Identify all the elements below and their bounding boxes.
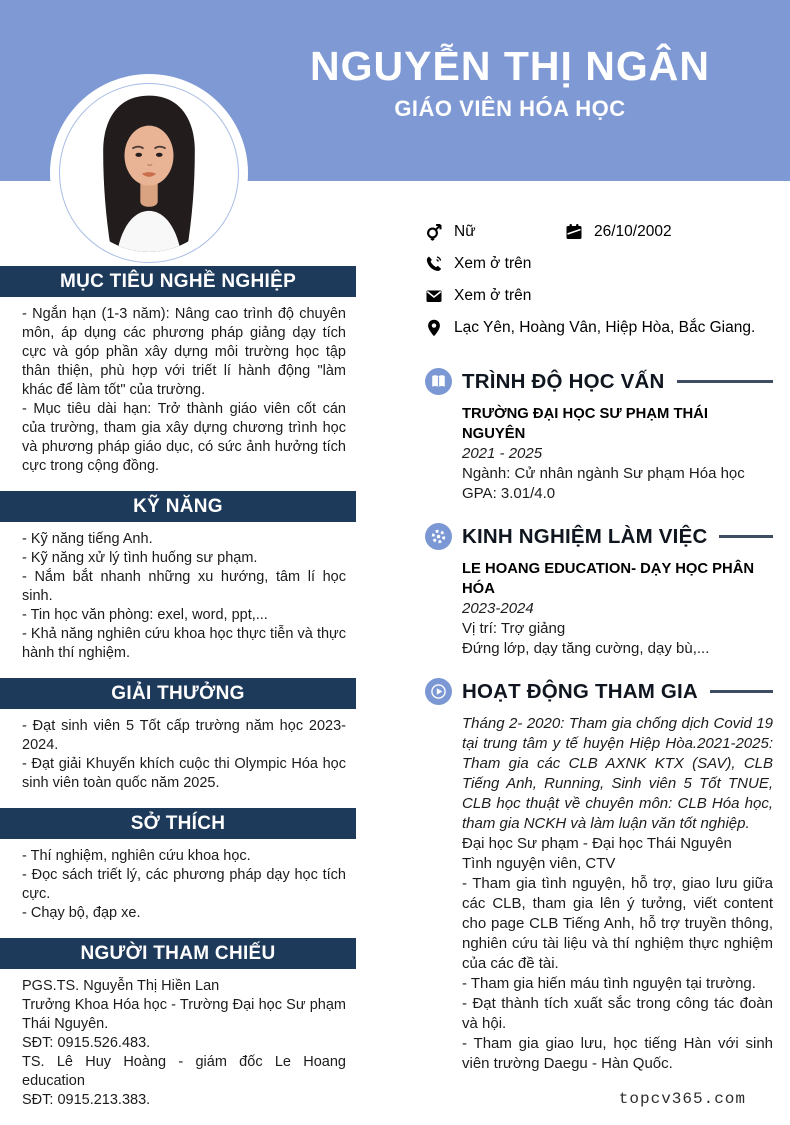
address-row xyxy=(425,318,773,338)
watermark-text: topcv365.com xyxy=(618,1090,746,1108)
section-awards xyxy=(0,678,356,799)
location-icon xyxy=(425,319,443,337)
play-icon xyxy=(425,678,452,705)
phone-value: Xem ở trên xyxy=(454,255,532,272)
experience-company: LE HOANG EDUCATION- DẠY HỌC PHÂN HÓA xyxy=(462,561,755,597)
section-activities xyxy=(425,678,773,1074)
mail-icon xyxy=(425,287,443,305)
reference-line: SĐT: 0915.526.483. xyxy=(22,1035,151,1051)
activities-intro: Tháng 2- 2020: Tham gia chống dịch Covid 19 tại trung tâm y tế huyện Hiệp Hòa.2021-2025: Tham gia các CLB AXNK KTX (SAV), CLB Tiếng Anh, Running, Sinh viên 5 Tốt TNUE, CLB học thuật về chuyên môn: CLB Hóa học, tham gia NCKH và làm luận văn tốt nghiệp. xyxy=(462,715,773,832)
objective-paragraph: - Mục tiêu dài hạn: Trở thành giáo viên cốt cán của trường, tham gia xây dựng chương trình học và phương pháp giáo dục, có sức ảnh hưởng tích cực trong cộng đồng. xyxy=(22,401,346,474)
calendar-icon xyxy=(565,223,583,241)
skill-item: - Tin học văn phòng: exel, word, ppt,... xyxy=(22,607,268,623)
hobby-item: - Thí nghiệm, nghiên cứu khoa học. xyxy=(22,848,251,864)
reference-line: TS. Lê Huy Hoàng - giám đốc Le Hoang education xyxy=(22,1054,346,1089)
activities-title: HOẠT ĐỘNG THAM GIA xyxy=(462,679,698,703)
email-row xyxy=(425,286,773,306)
phone-icon xyxy=(425,255,443,273)
job-title: GIÁO VIÊN HÓA HỌC xyxy=(394,96,626,122)
candidate-name: NGUYỄN THỊ NGÂN xyxy=(310,43,710,89)
skill-item: - Khả năng nghiên cứu khoa học thực tiễn và thực hành thí nghiệm. xyxy=(22,626,346,661)
education-period: 2021 - 2025 xyxy=(462,445,543,462)
skill-item: - Kỹ năng xử lý tình huống sư phạm. xyxy=(22,550,258,566)
experience-title: KINH NGHIỆM LÀM VIỆC xyxy=(462,524,708,548)
section-skills xyxy=(0,491,356,669)
address-value: Lạc Yên, Hoàng Vân, Hiệp Hòa, Bắc Giang. xyxy=(454,319,756,336)
section-education xyxy=(425,368,773,504)
education-school: TRƯỜNG ĐẠI HỌC SƯ PHẠM THÁI NGUYÊN xyxy=(462,406,708,442)
award-item: - Đạt giải Khuyến khích cuộc thi Olympic Hóa học sinh viên toàn quốc năm 2025. xyxy=(22,756,346,791)
activity-item: - Tham gia giao lưu, học tiếng Hàn với sinh viên trường Daegu - Hàn Quốc. xyxy=(462,1035,773,1072)
hobby-item: - Chạy bộ, đạp xe. xyxy=(22,905,141,921)
objective-paragraph: - Ngắn hạn (1-3 năm): Nâng cao trình độ chuyên môn, áp dụng các phương pháp giảng dạy tích cực và góp phần xây dựng môi trường học tập thân thiện, phù hợp với triết lí hành động "làm khác để làm tốt" của trường. xyxy=(22,306,346,398)
section-awards-title: GIẢI THƯỞNG xyxy=(0,678,356,709)
reference-line: SĐT: 0915.213.383. xyxy=(22,1092,151,1108)
section-skills-title: KỸ NĂNG xyxy=(0,491,356,522)
hobby-item: - Đọc sách triết lý, các phương pháp dạy học tích cực. xyxy=(22,867,346,902)
name-block xyxy=(268,44,752,122)
activities-org: Đại học Sư phạm - Đại học Thái Nguyên xyxy=(462,835,732,852)
heading-rule xyxy=(677,380,773,383)
email-value: Xem ở trên xyxy=(454,287,532,304)
reference-line: PGS.TS. Nguyễn Thị Hiền Lan xyxy=(22,978,220,994)
book-icon xyxy=(425,368,452,395)
reference-line: Trưởng Khoa Hóa học - Trường Đại học Sư phạm Thái Nguyên. xyxy=(22,997,346,1032)
portrait-image xyxy=(70,94,228,252)
contact-info xyxy=(425,222,773,338)
education-major: Ngành: Cử nhân ngành Sư phạm Hóa học xyxy=(462,465,745,482)
education-gpa: GPA: 3.01/4.0 xyxy=(462,485,556,502)
gender-row xyxy=(425,222,565,242)
section-objective xyxy=(0,266,356,482)
section-hobbies-title: SỞ THÍCH xyxy=(0,808,356,839)
gender-icon xyxy=(425,223,443,241)
section-experience xyxy=(425,523,773,659)
education-title: TRÌNH ĐỘ HỌC VẤN xyxy=(462,369,665,393)
heading-rule xyxy=(719,535,773,538)
section-references-title: NGƯỜI THAM CHIẾU xyxy=(0,938,356,969)
experience-detail: Đứng lớp, dạy tăng cường, dạy bù,... xyxy=(462,640,710,657)
right-column xyxy=(425,222,773,1093)
section-hobbies xyxy=(0,808,356,929)
activity-item: - Đạt thành tích xuất sắc trong công tác đoàn và hội. xyxy=(462,995,773,1032)
gear-icon xyxy=(425,523,452,550)
activity-item: - Tham gia hiến máu tình nguyện tại trường. xyxy=(462,975,756,992)
experience-position: Vị trí: Trợ giảng xyxy=(462,620,566,637)
birthdate-value: 26/10/2002 xyxy=(594,223,672,240)
left-column xyxy=(0,266,356,1125)
section-objective-title: MỤC TIÊU NGHỀ NGHIỆP xyxy=(0,266,356,297)
heading-rule xyxy=(710,690,773,693)
phone-row xyxy=(425,254,773,274)
gender-value: Nữ xyxy=(454,223,476,240)
profile-photo xyxy=(50,74,248,272)
section-references xyxy=(0,938,356,1116)
experience-period: 2023-2024 xyxy=(462,600,534,617)
award-item: - Đạt sinh viên 5 Tốt cấp trường năm học 2023-2024. xyxy=(22,718,346,753)
skill-item: - Nắm bắt nhanh những xu hướng, tâm lí học sinh. xyxy=(22,569,346,604)
activities-role: Tình nguyện viên, CTV xyxy=(462,855,616,872)
activity-item: - Tham gia tình nguyện, hỗ trợ, giao lưu giữa các CLB, tham gia lên ý tưởng, viết content cho page CLB Tiếng Anh, hỗ trợ truyền thông, nghiên cứu tài liệu và thí nghiệm thực nghiệm của các đề tài. xyxy=(462,875,773,972)
skill-item: - Kỹ năng tiếng Anh. xyxy=(22,531,153,547)
birthdate-row xyxy=(565,222,672,242)
